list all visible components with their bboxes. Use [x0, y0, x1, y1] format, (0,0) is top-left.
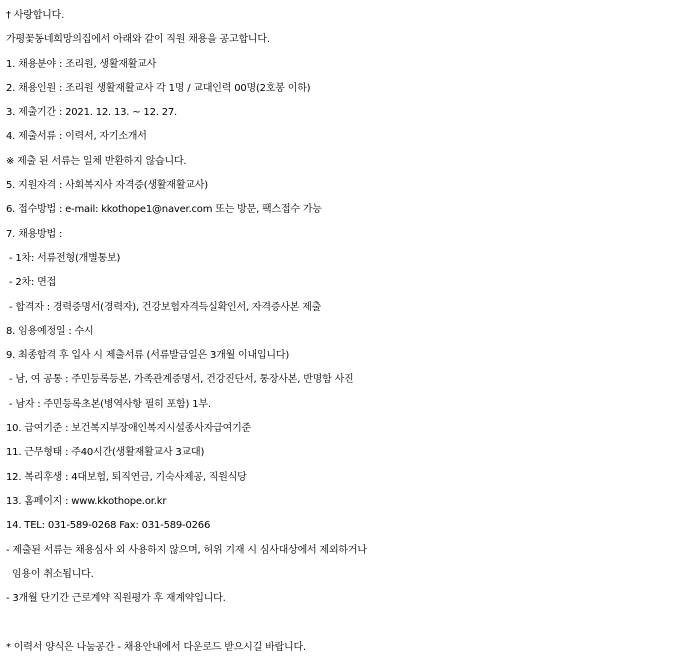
item-recruit-count: 2. 채용인원 : 조리원 생활재활교사 각 1명 / 교대인력 00명(2호봉 이하): [6, 82, 311, 94]
item-final-documents: 9. 최종합격 후 입사 시 제출서류 (서류발급일은 3개월 이내입니다): [6, 350, 290, 362]
note-no-return: ※ 제출 된 서류는 일체 반환하지 않습니다.: [6, 155, 187, 167]
item-qualification: 5. 지원자격 : 사회복지사 자격증(생활재활교사): [6, 180, 208, 192]
item-submission-period: 3. 제출기간 : 2021. 12. 13. ~ 12. 27.: [6, 107, 178, 119]
item-application-method: 6. 접수방법 : e-mail: kkothope1@naver.com 또는 방문, 팩스접수 가능: [6, 204, 322, 216]
item-benefits: 12. 복리후생 : 4대보험, 퇴직연금, 기숙사제공, 직원식당: [6, 471, 247, 483]
item-required-documents: 4. 제출서류 : 이력서, 자기소개서: [6, 131, 147, 143]
subitem-successful-applicant: - 합격자 : 경력증명서(경력자), 건강보험자격득실확인서, 자격증사본 제출: [6, 301, 322, 313]
item-recruit-field: 1. 채용분야 : 조리원, 생활재활교사: [6, 58, 157, 70]
note-resume-form: * 이력서 양식은 나눔공간 - 채용안내에서 다운로드 받으시길 바랍니다.: [6, 641, 306, 653]
subitem-second-round: - 2차: 면접: [6, 277, 57, 289]
note-false-entry-continued: 임용이 취소됩니다.: [6, 568, 94, 580]
blank-line: [6, 611, 675, 635]
note-contract: - 3개월 단기간 근로계약 직원평가 후 재계약입니다.: [6, 593, 226, 605]
item-selection-method: 7. 채용방법 :: [6, 228, 63, 240]
subitem-common-documents: - 남, 여 공통 : 주민등록등본, 가족관계증명서, 건강진단서, 통장사본, 반명함 사진: [6, 374, 354, 386]
subitem-first-round: - 1차: 서류전형(개별통보): [6, 252, 121, 264]
item-work-type: 11. 근무형태 : 주40시간(생활재활교사 3교대): [6, 447, 205, 459]
item-homepage: 13. 홈페이지 : www.kkothope.or.kr: [6, 495, 167, 507]
item-contact: 14. TEL: 031-589-0268 Fax: 031-589-0266: [6, 520, 211, 532]
greeting-line: † 사랑합니다.: [6, 10, 65, 21]
item-appointment-date: 8. 임용예정일 : 수시: [6, 325, 94, 337]
item-salary-standard: 10. 급여기준 : 보건복지부장애인복지시설종사자급여기준: [6, 423, 251, 435]
note-false-entry: - 제출된 서류는 채용심사 외 사용하지 않으며, 허위 기재 시 심사대상에서 제외하거나: [6, 544, 367, 556]
intro-line: 가평꽃동네희망의집에서 아래와 같이 직원 채용을 공고합니다.: [6, 34, 270, 46]
subitem-male-documents: - 남자 : 주민등록초본(병역사항 필히 포함) 1부.: [6, 398, 211, 410]
